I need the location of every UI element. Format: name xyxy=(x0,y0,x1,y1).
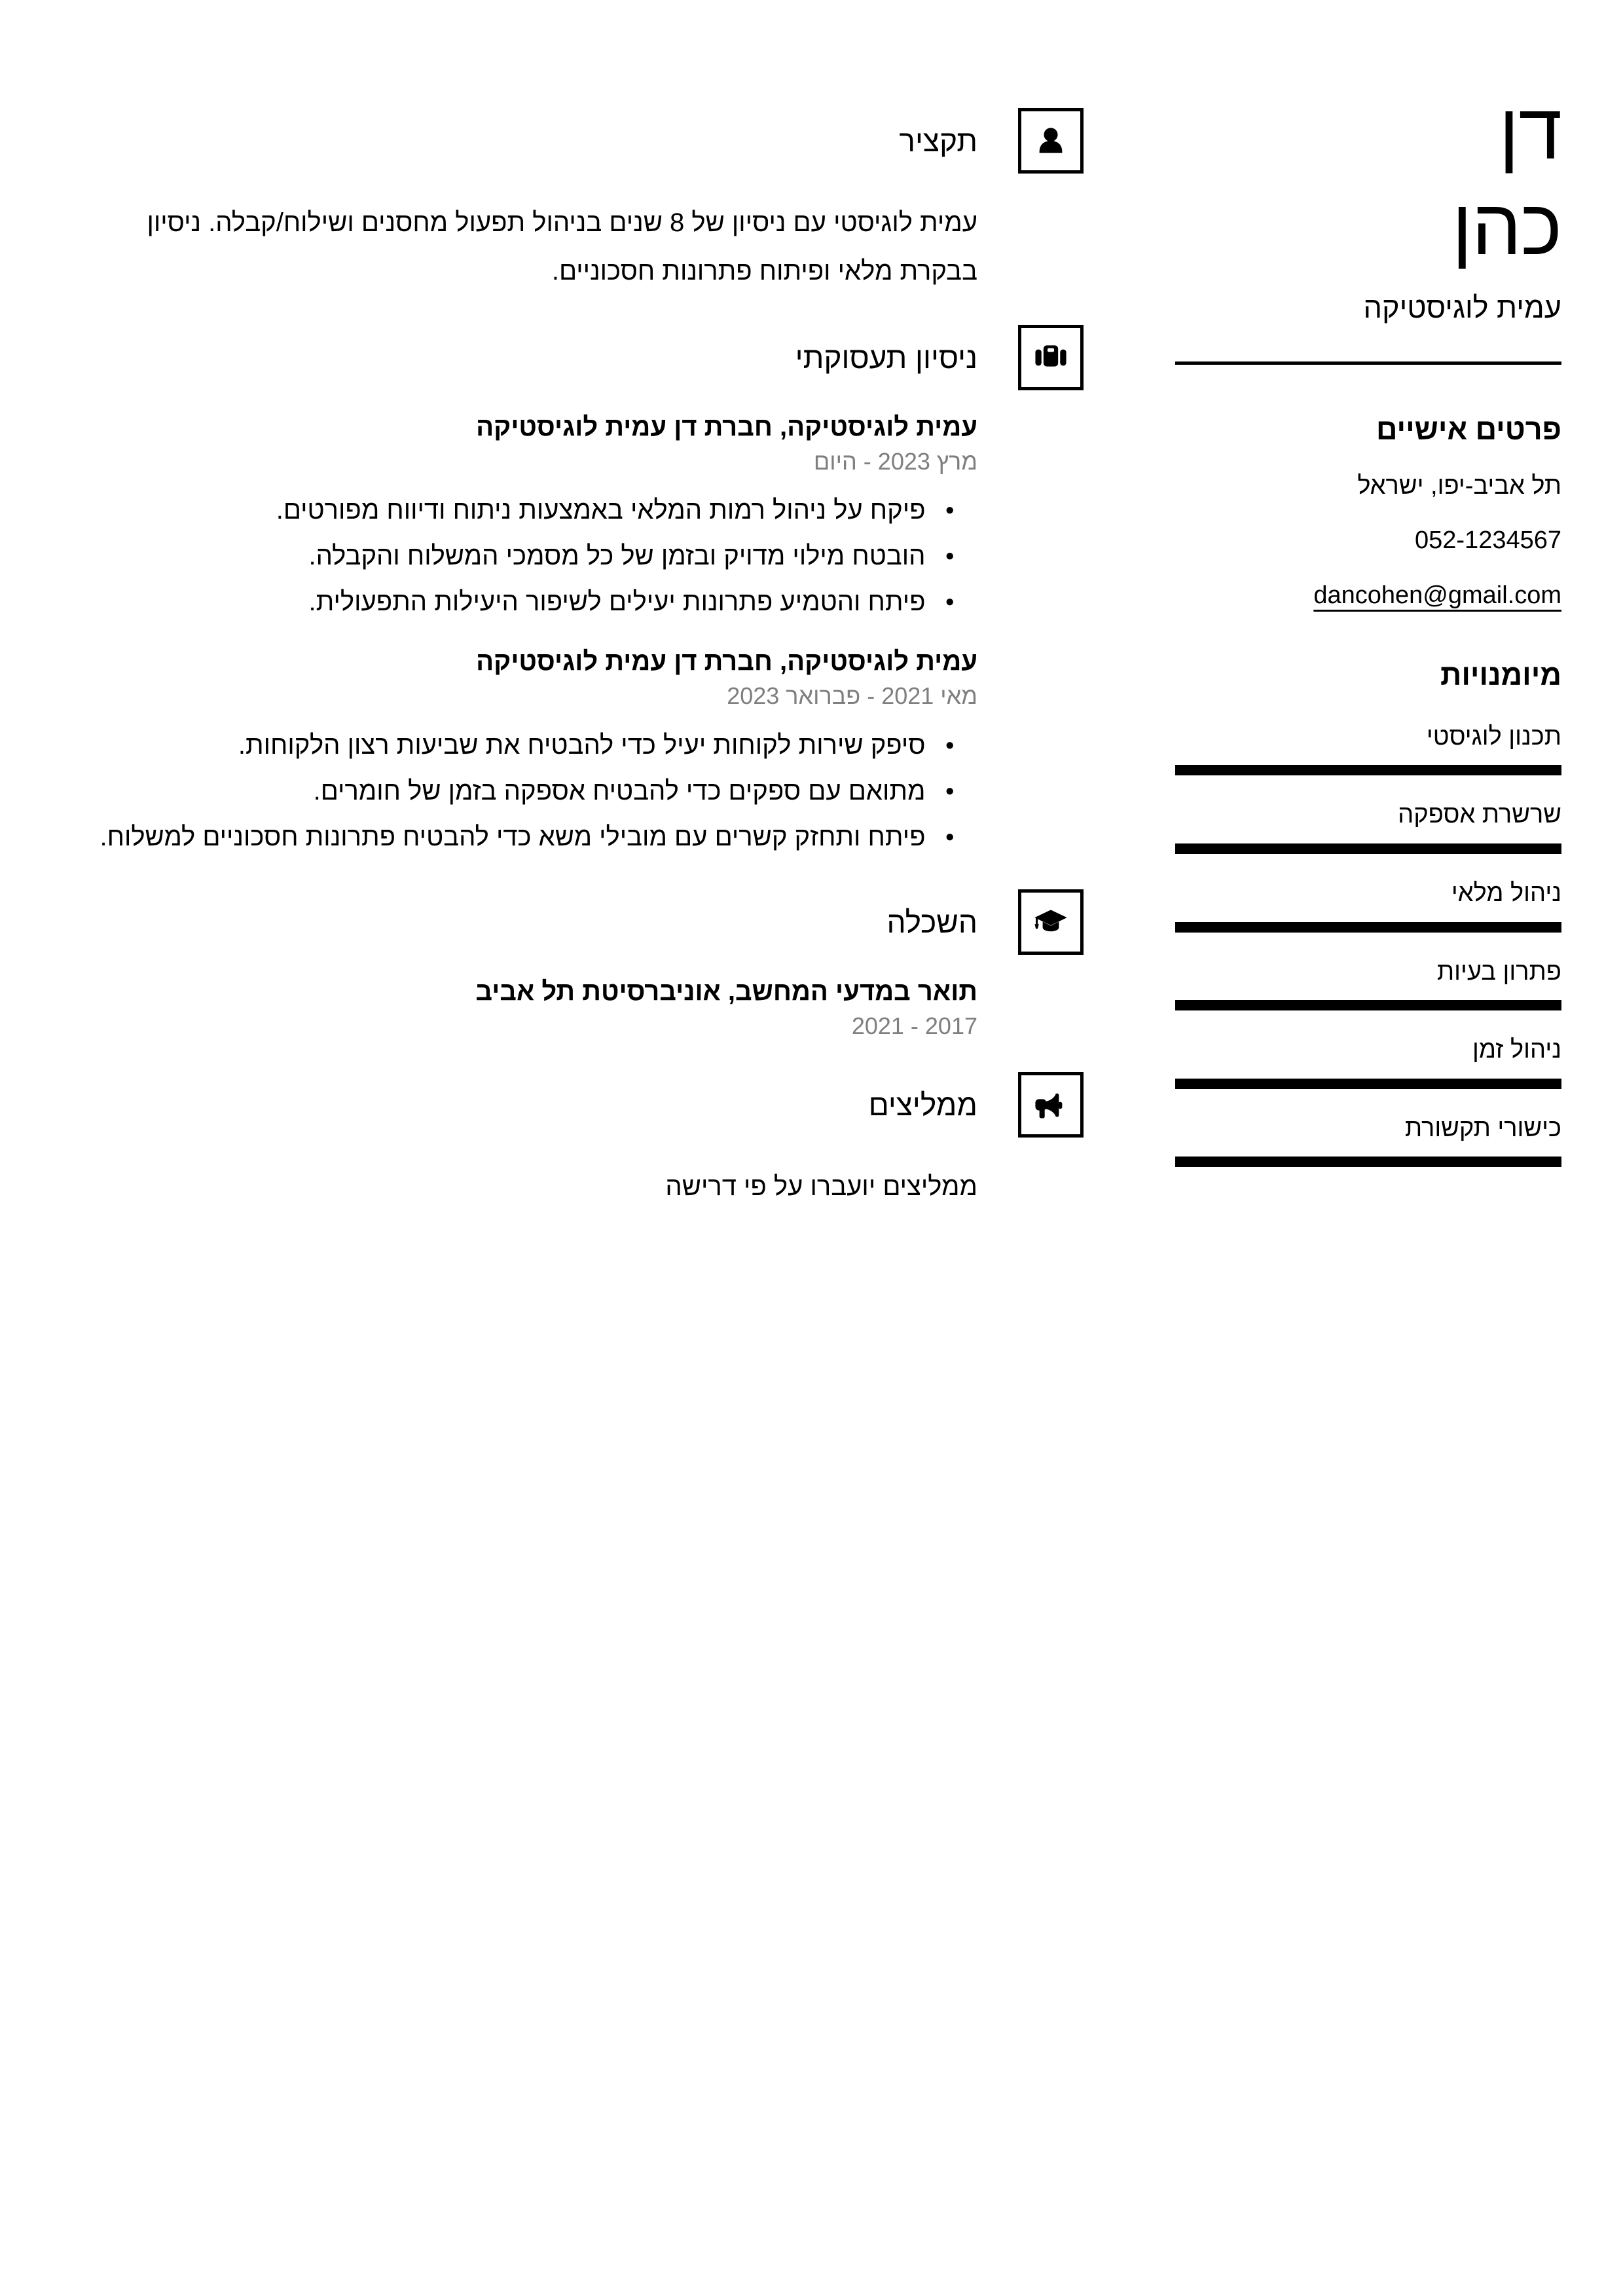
education-entry xyxy=(65,973,977,1043)
references-text: ממליצים יועברו על פי דרישה xyxy=(665,1172,977,1202)
contact-list xyxy=(1175,472,1561,610)
candidate-job-title: עמית לוגיסטיקה xyxy=(1363,290,1561,324)
job-bullet: ● הובטח מילוי מדויק ובזמן של כל מסמכי המשלוח והקבלה. xyxy=(65,533,955,579)
job-bullets xyxy=(65,487,977,625)
section-experience xyxy=(65,325,1084,860)
skill-level-bar xyxy=(1175,1079,1561,1089)
phone-number: 052-1234567 xyxy=(1415,527,1561,555)
skill-item xyxy=(1175,879,1561,933)
skill-item xyxy=(1175,800,1561,854)
skill-level-bar xyxy=(1175,1000,1561,1010)
section-references xyxy=(65,1072,1084,1211)
sidebar xyxy=(1175,46,1561,2257)
job-bullet: ● פיתח והטמיע פתרונות יעילים לשיפור היעילות התפעולית. xyxy=(65,579,955,625)
job-bullet: ● סיפק שירות לקוחות יעיל כדי להבטיח את שביעות רצון הלקוחות. xyxy=(65,722,955,768)
graduation-cap-icon xyxy=(1018,889,1084,955)
references-heading: ממליצים xyxy=(868,1088,977,1122)
education-heading: השכלה xyxy=(886,904,977,939)
personal-details-heading: פרטים אישיים xyxy=(1376,412,1561,446)
job-bullet: ● מתואם עם ספקים כדי להבטיח אספקה בזמן של חומרים. xyxy=(65,768,955,814)
skill-item xyxy=(1175,1114,1561,1168)
skill-item xyxy=(1175,1035,1561,1089)
job-bullet: ● פיקח על ניהול רמות המלאי באמצעות ניתוח ודיווח מפורטים. xyxy=(65,487,955,533)
skill-label: ניהול מלאי xyxy=(1451,880,1561,908)
location-text: תל אביב-יפו, ישראל xyxy=(1357,472,1561,500)
section-summary xyxy=(65,108,1084,295)
skill-level-bar xyxy=(1175,765,1561,775)
main-content xyxy=(65,46,1084,2257)
skills-heading: מיומנויות xyxy=(1440,657,1561,692)
summary-heading: תקציר xyxy=(899,124,977,158)
job-title: עמית לוגיסטיקה, חברת דן עמית לוגיסטיקה xyxy=(476,647,977,676)
email-link[interactable]: dancohen@gmail.com xyxy=(1313,582,1561,610)
skill-item xyxy=(1175,722,1561,776)
job-bullet: ● פיתח ותחזק קשרים עם מובילי משא כדי להבטיח פתרונות חסכוניים למשלוח. xyxy=(65,814,955,860)
skill-label: ניהול זמן xyxy=(1472,1036,1561,1064)
skill-label: פתרון בעיות xyxy=(1436,957,1561,986)
skill-level-bar xyxy=(1175,843,1561,854)
skill-label: תכנון לוגיסטי xyxy=(1426,722,1561,750)
degree-title: תואר במדעי המחשב, אוניברסיטת תל אביב xyxy=(475,976,977,1006)
name-line-1: דן xyxy=(1499,88,1561,176)
experience-heading: ניסיון תעסוקתי xyxy=(795,341,977,375)
skill-label: שרשרת אספקה xyxy=(1398,801,1561,829)
skill-level-bar xyxy=(1175,922,1561,933)
summary-text: עמית לוגיסטי עם ניסיון של 8 שנים בניהול תפעול מחסנים ושילוח/קבלה. ניסיון בבקרת מלאי ופיתוח פתרונות חסכוניים. xyxy=(147,208,977,286)
job-dates: מאי 2021 - פברואר 2023 xyxy=(727,682,977,710)
job-entry xyxy=(65,409,977,625)
section-education xyxy=(65,889,1084,1043)
education-dates: 2017 - 2021 xyxy=(851,1012,977,1039)
candidate-name xyxy=(1175,84,1561,276)
skill-label: כישורי תקשורת xyxy=(1404,1114,1561,1142)
briefcase-icon xyxy=(1018,325,1084,390)
job-title: עמית לוגיסטיקה, חברת דן עמית לוגיסטיקה xyxy=(476,413,977,441)
job-entry xyxy=(65,643,977,859)
job-dates: מרץ 2023 - היום xyxy=(813,448,977,475)
skill-item xyxy=(1175,957,1561,1011)
person-icon xyxy=(1018,108,1084,174)
megaphone-icon xyxy=(1018,1072,1084,1138)
job-bullets xyxy=(65,722,977,860)
sidebar-divider xyxy=(1175,361,1561,365)
name-line-2: כהן xyxy=(1451,183,1561,272)
skill-level-bar xyxy=(1175,1157,1561,1167)
